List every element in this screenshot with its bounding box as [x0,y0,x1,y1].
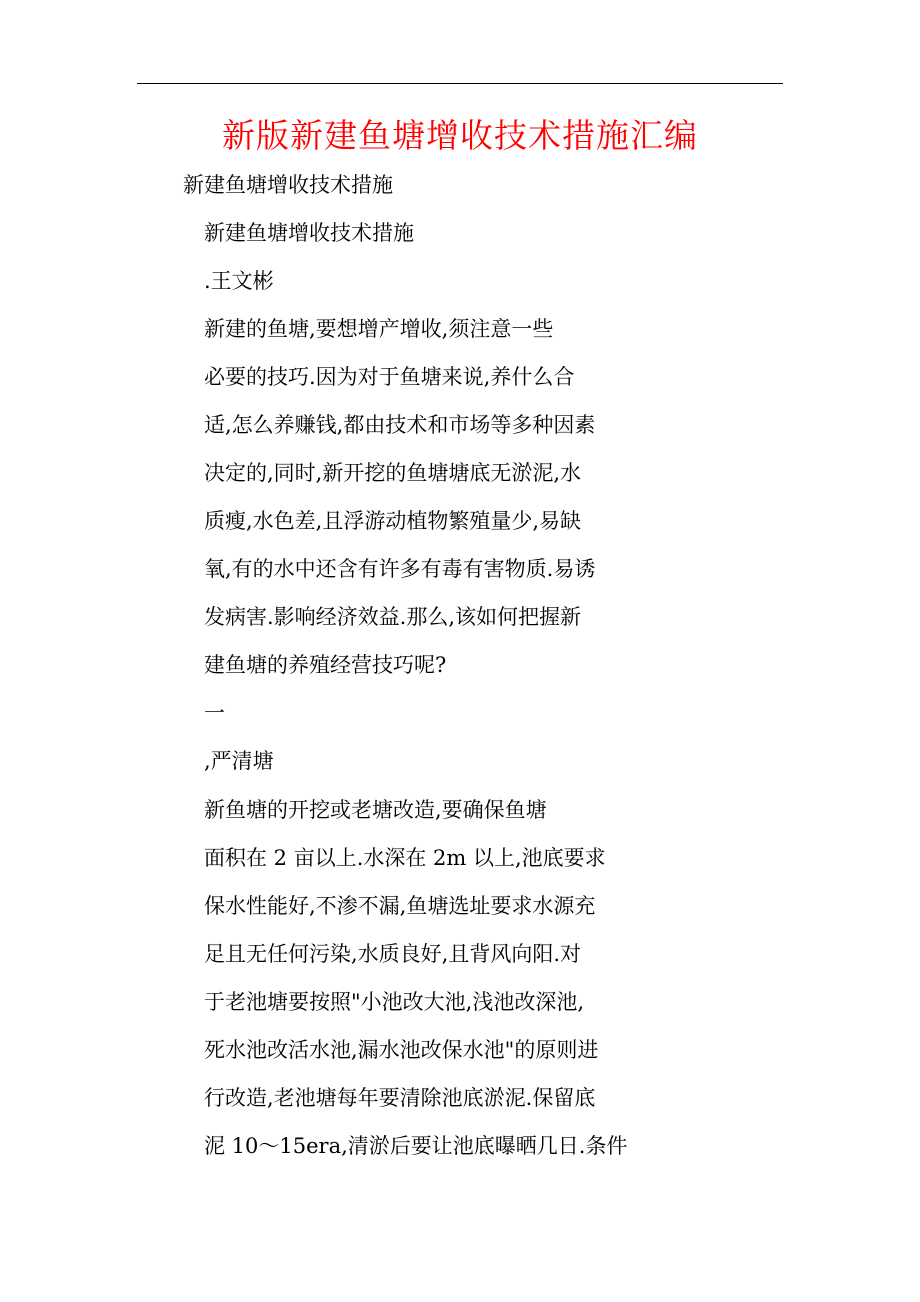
body-line: 适,怎么养赚钱,都由技术和市场等多种因素 [204,413,596,437]
body-line: 保水性能好,不渗不漏,鱼塘选址要求水源充 [204,894,596,918]
body-line: 死水池改活水池,漏水池改保水池"的原则进 [204,1038,599,1062]
author-line: .王文彬 [204,269,274,293]
body-line: 氧,有的水中还含有许多有毒有害物质.易诱 [204,557,596,581]
header-rule [137,83,783,84]
body-line: 必要的技巧.因为对于鱼塘来说,养什么合 [204,365,575,389]
body-line: 新鱼塘的开挖或老塘改造,要确保鱼塘 [204,798,547,822]
document-subtitle: 新建鱼塘增收技术措施 [183,173,393,197]
document-title: 新版新建鱼塘增收技术措施汇编 [222,116,698,155]
body-line: 新建鱼塘增收技术措施 [204,221,414,245]
body-line: 面积在 2 亩以上.水深在 2m 以上,池底要求 [204,846,606,870]
section-heading: ,严清塘 [204,749,274,773]
body-line: 质瘦,水色差,且浮游动植物繁殖量少,易缺 [204,509,582,533]
body-line: 新建的鱼塘,要想增产增收,须注意一些 [204,317,554,341]
body-line: 足且无任何污染,水质良好,且背风向阳.对 [204,942,582,966]
body-line: 决定的,同时,新开挖的鱼塘塘底无淤泥,水 [204,461,582,485]
body-line: 泥 10～15era,清淤后要让池底曝晒几日.条件 [204,1134,628,1158]
body-line: 发病害.影响经济效益.那么,该如何把握新 [204,605,582,629]
section-number: 一 [204,701,225,725]
body-line: 于老池塘要按照"小池改大池,浅池改深池, [204,990,585,1014]
body-line: 行改造,老池塘每年要清除池底淤泥.保留底 [204,1086,596,1110]
body-line: 建鱼塘的养殖经营技巧呢? [204,653,447,677]
